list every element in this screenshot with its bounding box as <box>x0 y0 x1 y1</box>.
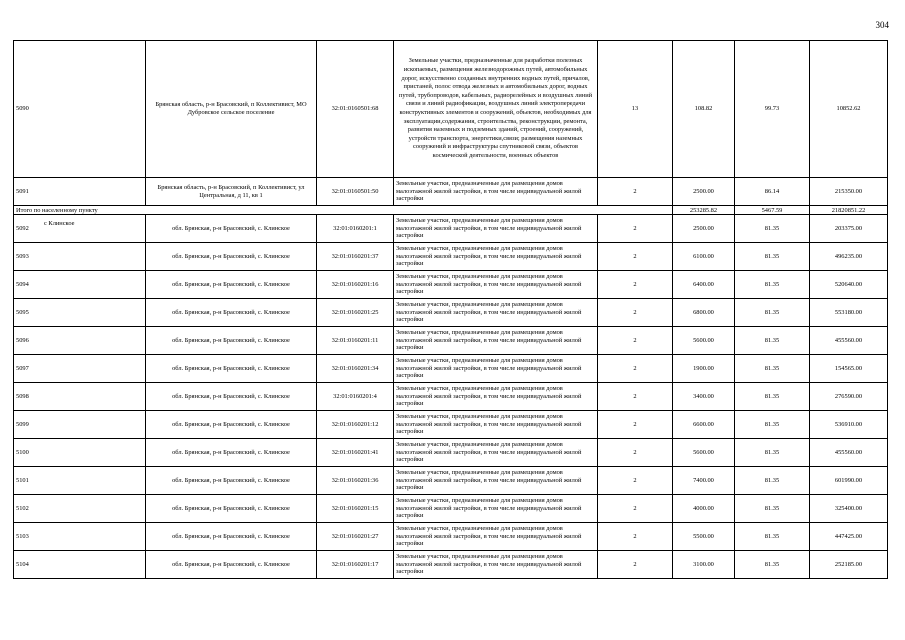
land-purpose-cell: Земельные участки, предназначенные для размещения домов малоэтажной жилой застройки, в том числе индивидуальной жилой застройки <box>394 411 598 439</box>
row-number: 5098 <box>14 383 146 411</box>
cadastral-value-cell: 447425.00 <box>810 523 888 551</box>
specific-value-cell: 81.35 <box>735 243 810 271</box>
specific-value-cell: 81.35 <box>735 271 810 299</box>
total-cadastral-value-cell: 21820851.22 <box>810 206 888 215</box>
cadastral-value-cell: 215350.00 <box>810 178 888 206</box>
page-number: 304 <box>875 20 889 30</box>
specific-value-cell: 81.35 <box>735 355 810 383</box>
cadastral-number-cell: 32:01:0160201:17 <box>317 551 394 579</box>
row-number: 5101 <box>14 467 146 495</box>
cadastral-value-cell: 154565.00 <box>810 355 888 383</box>
row-number: 5096 <box>14 327 146 355</box>
address-cell: обл. Брянская, р-н Брасовский, с. Клинское <box>146 243 317 271</box>
total-specific-value-cell: 5467.59 <box>735 206 810 215</box>
zone-cell: 2 <box>598 411 673 439</box>
zone-cell: 2 <box>598 439 673 467</box>
zone-cell: 2 <box>598 383 673 411</box>
cadastral-number-cell: 32:01:0160201:37 <box>317 243 394 271</box>
row-number: 5091 <box>14 178 146 206</box>
address-cell: обл. Брянская, р-н Брасовский, с. Клинское <box>146 523 317 551</box>
zone-cell: 2 <box>598 327 673 355</box>
area-cell: 6600.00 <box>673 411 735 439</box>
area-cell: 2500.00 <box>673 178 735 206</box>
cadastral-value-cell: 553180.00 <box>810 299 888 327</box>
locality-rows <box>14 215 888 579</box>
specific-value-cell: 81.35 <box>735 439 810 467</box>
table-row <box>14 523 888 551</box>
specific-value-cell: 81.35 <box>735 215 810 243</box>
land-purpose-cell: Земельные участки, предназначенные для размещения домов малоэтажной жилой застройки, в том числе индивидуальной жилой застройки <box>394 215 598 243</box>
area-cell: 6800.00 <box>673 299 735 327</box>
table-row <box>14 215 888 243</box>
table-row <box>14 271 888 299</box>
cadastral-value-cell: 276590.00 <box>810 383 888 411</box>
area-cell: 3400.00 <box>673 383 735 411</box>
row-number: 5092 <box>14 215 146 243</box>
zone-cell: 2 <box>598 523 673 551</box>
land-purpose-cell: Земельные участки, предназначенные для размещения домов малоэтажной жилой застройки, в том числе индивидуальной жилой застройки <box>394 355 598 383</box>
total-area-cell: 253285.82 <box>673 206 735 215</box>
zone-cell: 2 <box>598 178 673 206</box>
land-purpose-cell: Земельные участки, предназначенные для размещения домов малоэтажной жилой застройки, в том числе индивидуальной жилой застройки <box>394 327 598 355</box>
cadastral-value-cell: 325400.00 <box>810 495 888 523</box>
locality-total-row <box>14 206 888 215</box>
table-row <box>14 551 888 579</box>
table-row <box>14 178 888 206</box>
area-cell: 6100.00 <box>673 243 735 271</box>
area-cell: 3100.00 <box>673 551 735 579</box>
land-cadastral-value-table <box>13 40 888 579</box>
specific-value-cell: 99.73 <box>735 41 810 178</box>
zone-cell: 2 <box>598 551 673 579</box>
cadastral-value-cell: 496235.00 <box>810 243 888 271</box>
address-cell: обл. Брянская, р-н Брасовский, с. Клинское <box>146 299 317 327</box>
specific-value-cell: 81.35 <box>735 327 810 355</box>
cadastral-number-cell: 32:01:0160201:15 <box>317 495 394 523</box>
cadastral-number-cell: 32:01:0160201:1 <box>317 215 394 243</box>
cadastral-number-cell: 32:01:0160201:34 <box>317 355 394 383</box>
table-row <box>14 495 888 523</box>
table-row <box>14 383 888 411</box>
area-cell: 6400.00 <box>673 271 735 299</box>
land-purpose-cell: Земельные участки, предназначенные для разработки полезных ископаемых, размещения железнодорожных путей, автомобильных дорог, искусственно созданных внутренних водных путей, причалов, пристаней, полос отвода железных и автомобильных дорог, водных путей, трубопроводов, кабельных, радиорелейных и воздушных линий связи и линий радиофикации, воздушных линий электропередачи конструктивных элементов и сооружений, объектов, необходимых для эксплуатации,содержания, строительства, реконструкции, ремонта, развития наземных и подземных зданий, строений, сооружений, устройств транспорта, энергетики,связи; размещения наземных сооружений и инфраструктуры спутниковой связи, объектов космической деятельности, военных объектов <box>394 41 598 178</box>
area-cell: 4000.00 <box>673 495 735 523</box>
cadastral-number-cell: 32:01:0160201:11 <box>317 327 394 355</box>
table-row <box>14 299 888 327</box>
specific-value-cell: 81.35 <box>735 495 810 523</box>
table-row <box>14 41 888 178</box>
zone-cell: 2 <box>598 495 673 523</box>
zone-cell: 2 <box>598 215 673 243</box>
zone-cell: 2 <box>598 243 673 271</box>
cadastral-number-cell: 32:01:0160201:16 <box>317 271 394 299</box>
table-row <box>14 327 888 355</box>
cadastral-number-cell: 32:01:0160201:27 <box>317 523 394 551</box>
zone-cell: 2 <box>598 467 673 495</box>
cadastral-value-cell: 203375.00 <box>810 215 888 243</box>
cadastral-number-cell: 32:01:0160201:12 <box>317 411 394 439</box>
cadastral-number-cell: 32:01:0160201:36 <box>317 467 394 495</box>
row-number: 5097 <box>14 355 146 383</box>
row-number: 5093 <box>14 243 146 271</box>
cadastral-value-cell: 252185.00 <box>810 551 888 579</box>
address-cell: обл. Брянская, р-н Брасовский, с. Клинское <box>146 271 317 299</box>
land-purpose-cell: Земельные участки, предназначенные для размещения домов малоэтажной жилой застройки, в том числе индивидуальной жилой застройки <box>394 467 598 495</box>
row-number: 5094 <box>14 271 146 299</box>
cadastral-value-cell: 455560.00 <box>810 439 888 467</box>
row-number: 5090 <box>14 41 146 178</box>
cadastral-number-cell: 32:01:0160201:41 <box>317 439 394 467</box>
land-purpose-cell: Земельные участки, предназначенные для размещения домов малоэтажной жилой застройки, в том числе индивидуальной жилой застройки <box>394 383 598 411</box>
address-cell: обл. Брянская, р-н Брасовский, с. Клинское <box>146 495 317 523</box>
specific-value-cell: 81.35 <box>735 383 810 411</box>
row-number: 5095 <box>14 299 146 327</box>
land-purpose-cell: Земельные участки, предназначенные для размещения домов малоэтажной жилой застройки, в том числе индивидуальной жилой застройки <box>394 551 598 579</box>
area-cell: 5500.00 <box>673 523 735 551</box>
area-cell: 5600.00 <box>673 327 735 355</box>
cadastral-value-cell: 10852.62 <box>810 41 888 178</box>
locality-label: с Клинское <box>44 220 75 227</box>
zone-cell: 13 <box>598 41 673 178</box>
area-cell: 7400.00 <box>673 467 735 495</box>
cadastral-value-cell: 601990.00 <box>810 467 888 495</box>
address-cell: Брянская область, р-н Брасовский, п Коллективист, ул Центральная, д 11, кв 1 <box>146 178 317 206</box>
area-cell: 5600.00 <box>673 439 735 467</box>
cadastral-number-cell: 32:01:0160201:4 <box>317 383 394 411</box>
row-number: 5104 <box>14 551 146 579</box>
specific-value-cell: 81.35 <box>735 411 810 439</box>
land-purpose-cell: Земельные участки, предназначенные для размещения домов малоэтажной жилой застройки, в том числе индивидуальной жилой застройки <box>394 523 598 551</box>
address-cell: обл. Брянская, р-н Брасовский, с. Клинское <box>146 215 317 243</box>
address-cell: обл. Брянская, р-н Брасовский, с. Клинское <box>146 355 317 383</box>
specific-value-cell: 86.14 <box>735 178 810 206</box>
address-cell: обл. Брянская, р-н Брасовский, с. Клинское <box>146 383 317 411</box>
land-purpose-cell: Земельные участки, предназначенные для размещения домов малоэтажной жилой застройки, в том числе индивидуальной жилой застройки <box>394 299 598 327</box>
address-cell: Брянская область, р-н Брасовский, п Коллективист, МО Дубровское сельское поселение <box>146 41 317 178</box>
specific-value-cell: 81.35 <box>735 467 810 495</box>
land-purpose-cell: Земельные участки, предназначенные для размещения домов малоэтажной жилой застройки, в том числе индивидуальной жилой застройки <box>394 495 598 523</box>
area-cell: 108.82 <box>673 41 735 178</box>
row-number: 5103 <box>14 523 146 551</box>
area-cell: 2500.00 <box>673 215 735 243</box>
land-purpose-cell: Земельные участки, предназначенные для размещения домов малоэтажной жилой застройки, в том числе индивидуальной жилой застройки <box>394 178 598 206</box>
row-number: 5099 <box>14 411 146 439</box>
address-cell: обл. Брянская, р-н Брасовский, с. Клинское <box>146 411 317 439</box>
area-cell: 1900.00 <box>673 355 735 383</box>
specific-value-cell: 81.35 <box>735 551 810 579</box>
cadastral-number-cell: 32:01:0160501:68 <box>317 41 394 178</box>
specific-value-cell: 81.35 <box>735 523 810 551</box>
address-cell: обл. Брянская, р-н Брасовский, с. Клинское <box>146 551 317 579</box>
table-row <box>14 355 888 383</box>
cadastral-number-cell: 32:01:0160201:25 <box>317 299 394 327</box>
land-purpose-cell: Земельные участки, предназначенные для размещения домов малоэтажной жилой застройки, в том числе индивидуальной жилой застройки <box>394 439 598 467</box>
cadastral-number-cell: 32:01:0160501:50 <box>317 178 394 206</box>
cadastral-value-cell: 536910.00 <box>810 411 888 439</box>
table-row <box>14 243 888 271</box>
zone-cell: 2 <box>598 299 673 327</box>
address-cell: обл. Брянская, р-н Брасовский, с. Клинское <box>146 439 317 467</box>
table-row <box>14 411 888 439</box>
address-cell: обл. Брянская, р-н Брасовский, с. Клинское <box>146 467 317 495</box>
zone-cell: 2 <box>598 271 673 299</box>
table-row <box>14 439 888 467</box>
zone-cell: 2 <box>598 355 673 383</box>
row-number: 5100 <box>14 439 146 467</box>
address-cell: обл. Брянская, р-н Брасовский, с. Клинское <box>146 327 317 355</box>
cadastral-value-cell: 520640.00 <box>810 271 888 299</box>
locality-total-label: Итого по населенному пункту <box>14 206 673 215</box>
land-purpose-cell: Земельные участки, предназначенные для размещения домов малоэтажной жилой застройки, в том числе индивидуальной жилой застройки <box>394 271 598 299</box>
table-row <box>14 467 888 495</box>
specific-value-cell: 81.35 <box>735 299 810 327</box>
land-purpose-cell: Земельные участки, предназначенные для размещения домов малоэтажной жилой застройки, в том числе индивидуальной жилой застройки <box>394 243 598 271</box>
row-number: 5102 <box>14 495 146 523</box>
cadastral-value-cell: 455560.00 <box>810 327 888 355</box>
